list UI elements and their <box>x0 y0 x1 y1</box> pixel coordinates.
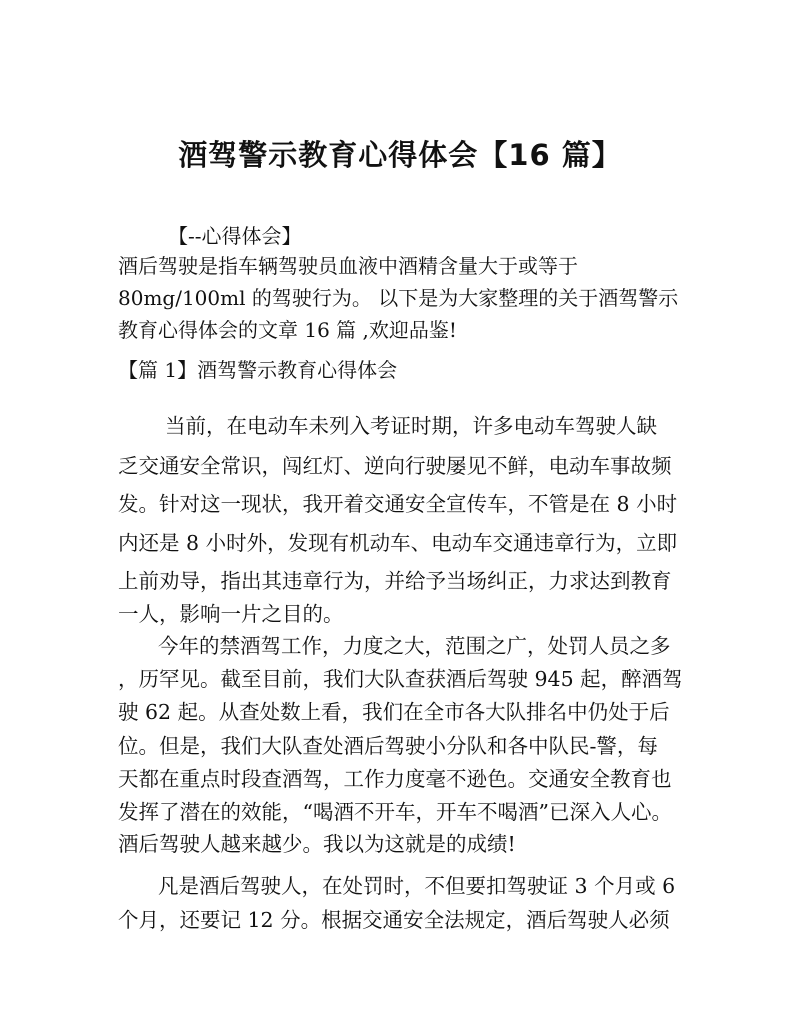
paragraph-line: 位。但是，我们大队查处酒后驾驶小分队和各中队民-警，每 <box>118 734 658 758</box>
paragraph-line: 乏交通安全常识，闯红灯、逆向行驶屡见不鲜，电动车事故频 <box>118 454 672 478</box>
paragraph-line: 当前，在电动车未列入考证时期，许多电动车驾驶人缺 <box>165 414 657 438</box>
paragraph-line: 发挥了潜在的效能，“喝酒不开车，开车不喝酒”已深入人心。 <box>118 800 672 824</box>
paragraph-line: 一人，影响一片之目的。 <box>118 602 344 626</box>
intro-tag: 【--心得体会】 <box>168 224 302 248</box>
paragraph-line: 酒后驾驶人越来越少。我以为这就是的成绩! <box>118 832 516 856</box>
intro-line-1: 酒后驾驶是指车辆驾驶员血液中酒精含量大于或等于 <box>118 254 578 278</box>
paragraph-line: ，历罕见。截至目前，我们大队查获酒后驾驶 945 起，醉酒驾 <box>118 667 683 691</box>
paragraph-line: 凡是酒后驾驶人，在处罚时，不但要扣驾驶证 3 个月或 6 <box>158 874 676 898</box>
paragraph-line: 天都在重点时段查酒驾，工作力度毫不逊色。交通安全教育也 <box>118 767 672 791</box>
paragraph-line: 今年的禁酒驾工作，力度之大，范围之广，处罚人员之多 <box>158 634 671 658</box>
intro-line-3: 教育心得体会的文章 16 篇 ,欢迎品鉴! <box>118 318 457 342</box>
section-heading: 【篇 1】酒驾警示教育心得体会 <box>118 358 398 382</box>
paragraph-line: 内还是 8 小时外，发现有机动车、电动车交通违章行为，立即 <box>118 531 678 555</box>
intro-line-2: 80mg/100ml 的驾驶行为。 以下是为大家整理的关于酒驾警示 <box>118 286 679 310</box>
paragraph-line: 个月，还要记 12 分。根据交通安全法规定，酒后驾驶人必须 <box>118 908 670 932</box>
document-title: 酒驾警示教育心得体会【16 篇】 <box>178 138 622 172</box>
paragraph-line: 上前劝导，指出其违章行为，并给予当场纠正，力求达到教育 <box>118 569 672 593</box>
paragraph-line: 驶 62 起。从查处数上看，我们在全市各大队排名中仍处于后 <box>118 700 670 724</box>
paragraph-line: 发。针对这一现状，我开着交通安全宣传车，不管是在 8 小时 <box>118 492 678 516</box>
